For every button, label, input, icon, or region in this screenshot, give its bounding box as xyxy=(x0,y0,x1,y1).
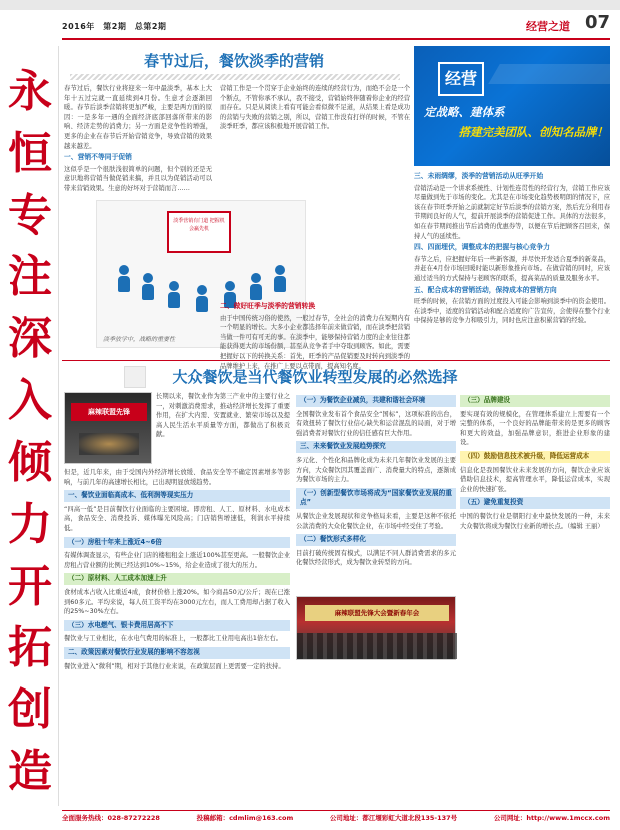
article1-subheading-2: 二、做好旺季与淡季的营销转换 xyxy=(220,302,316,310)
article2-title: 大众餐饮是当代餐饮业转型发展的必然选择 xyxy=(172,368,458,386)
article2-column-1 xyxy=(64,468,290,671)
slogan-char: 创 xyxy=(8,684,52,736)
article2-paragraph: 全国餐饮业发布首个食品安全“国标”，这项标准的出台，有效扭转了餐饮行业信心缺失和运营混乱的局面，对于增强消费者对餐饮行业的信任感有巨大作用。 xyxy=(296,410,456,437)
article1-title: 春节过后，餐饮淡季的营销 xyxy=(143,52,324,70)
illustration-caption: 淡季放学中，战略的重要性 xyxy=(103,336,176,343)
top-strip xyxy=(0,0,620,10)
article2-subheading: （一）房租十年来上涨近4~6倍 xyxy=(64,537,290,549)
banner-slogan-1: 定战略、建体系 xyxy=(424,105,505,119)
promo-banner xyxy=(414,46,610,166)
photo-interior xyxy=(79,433,139,455)
banner-slogan-2: 搭建完美团队、创知名品牌！ xyxy=(458,125,608,139)
slogan-char: 开 xyxy=(8,560,52,612)
footer-divider xyxy=(62,810,610,811)
article2-column-1-top xyxy=(156,392,290,440)
submission-email[interactable]: 投稿邮箱：cdmlim@163.com xyxy=(196,814,294,822)
presentation-board: 淡季营销有门道 把握机会赢先机 xyxy=(167,211,231,253)
person-figure-icon xyxy=(195,285,209,313)
article-separator xyxy=(62,360,610,361)
slogan-divider xyxy=(58,46,59,806)
article1-column-2 xyxy=(220,84,410,132)
article2-subheading: 一、餐饮业面临高成本、低利润等现实压力 xyxy=(64,490,290,502)
article1-intro: 春节过后，餐饮行业将迎来一年中最淡季，基本上大年十五过完就一直延续到4月份。生意才会逐渐回暖。春节后淡季营销将更加严峻，主要是两方面的原因：一是多年一遇的全面经济底部回落所带来的影响、经济走势的消费力；另一方面是竞争性的增强，更多的企业在春节后开始营销竞争，导致营销的效果越来越差。 xyxy=(64,85,212,150)
article2-column-3 xyxy=(460,392,610,531)
article2-subheading: （三）品牌建设 xyxy=(460,395,610,407)
article2-subheading: （五）避免重复投资 xyxy=(460,497,610,509)
slogan-char: 永 xyxy=(8,66,52,117)
slogan-char: 深 xyxy=(8,313,52,365)
article2-subheading: （三）水电燃气、银卡费用居高不下 xyxy=(64,620,290,632)
article2-paragraph: 餐饮业与工业相比，在水电气费用的标准上，一般都比工业用电高出1倍左右。 xyxy=(64,635,283,643)
slogan-char: 恒 xyxy=(8,127,52,179)
article2-paragraph: 但是，近几年来，由于受国内外经济增长放缓、食品安全等不确定因素增多等影响，与前几年的高速增长相比，已出现明显放缓趋势。 xyxy=(64,469,290,486)
audience-crowd xyxy=(297,633,457,659)
article1-paragraph: 这似乎是一个很肤浅很简单的问题，但个别的还是无意识地将营销当做促销来搞，并且以为促销活动可以带来营销效果。生意的好坏对于营销而言…… xyxy=(64,165,212,192)
page-footer xyxy=(62,813,610,827)
banner-streak xyxy=(488,64,610,84)
conference-banner: 麻辣联盟先锋大会暨新春年会 xyxy=(305,605,449,621)
article1-subheading-4: 四、四面埋伏，调整成本的把握与核心竞争力 xyxy=(414,243,550,252)
page-header xyxy=(62,12,610,36)
article-icon xyxy=(124,366,146,388)
conference-photo xyxy=(296,596,456,660)
article2-paragraph: 食材成本占收入比重近4成，食材价格上涨20%。如今商品50元/公斤；现在已涨到60多元。平均来说，每人员工资平均在3000元左右，而人工费用却占据了收入的25%~30%左右。 xyxy=(64,588,290,616)
restaurant-sign: 麻辣联盟先锋 xyxy=(71,403,147,421)
vertical-slogan xyxy=(4,64,56,804)
article2-paragraph: 餐饮业进入“微利”期，相对于其他行业来说，在政策层面上更需要一定的扶持。 xyxy=(64,662,285,670)
article2-paragraph: 中国的餐饮行业是朝阳行业中最快发展的一种，未来大众餐饮将成为餐饮行业新的增长点。（编辑 王丽） xyxy=(460,512,610,530)
page-number: 07 xyxy=(584,12,610,33)
person-figure-icon xyxy=(249,273,263,301)
article2-column-2 xyxy=(296,392,456,568)
company-address: 公司地址：都江堰彩虹大道北段135-137号 xyxy=(329,814,458,822)
company-website[interactable]: 公司网址：http://www.1mccx.com xyxy=(493,814,610,822)
issue-info: 2016年 第2期 总第2期 xyxy=(62,21,167,31)
article2-paragraph: 长期以来，餐饮业作为第三产业中的主要行业之一，对刺激消费需求，推动经济增长发挥了重要作用，在扩大内需、安置就业、繁荣市场以及提高人民生活水平质量等方面，都做出了积极贡献。 xyxy=(156,393,290,439)
article1-subheading-1: 一、营销不等同于促销 xyxy=(64,153,132,162)
slogan-char: 力 xyxy=(8,498,52,550)
article1-column-3 xyxy=(414,170,610,326)
header-divider xyxy=(62,38,610,40)
article1-paragraph: 营销工作是一个贯穿于企业始终的连续的经营行为，而绝不会是一个个断点，不管你承不承认，我不接受，营销始终伴随着你企业的经营而存在。只是从阅读上看有可能会看似微不足道，从结果上看是成功的营销与失败的营销之别，所以，营销工作没有打烊的时候，不管在淡季旺季，都应该积极地开展营销工作。 xyxy=(220,85,410,131)
restaurant-photo xyxy=(64,392,152,464)
service-hotline: 全面服务热线：028-87272228 xyxy=(62,814,160,822)
article2-subheading: （二）餐饮形式多样化 xyxy=(296,534,456,546)
article2-subheading: （一）创新型餐饮市场将成为“国家餐饮业发展的重点” xyxy=(296,488,456,509)
article1-paragraph: 营销活动是一个讲求系统性、计划性连贯性的经营行为，营销工作应该尽量做到先于市场的变化。尤其是在市场变化趋势极明朗的情况下，应该在春节旺季开始之前就制定好节后淡季的营销方案，然后充分利用春节期间良好的人气，提前开展淡季的营销促进工作。具体的方法很多，如在春节期间推出节后消费的优惠券等，以便在节后把顾客召回来，保持人气的延续性。 xyxy=(414,184,610,240)
article1-subheading-5: 五、配合成本的营销活动，保持成本的营销方向 xyxy=(414,285,557,294)
article2-paragraph: 从餐饮企业发展现状和竞争格局来看，主要是这种不依托公款消费的大众化餐饮企业，在市场中经受住了考验。 xyxy=(296,512,456,530)
article2-paragraph: 多元化、个性化和品牌化成为未来几年餐饮业发展的主要方向，大众餐饮因其覆盖面广、消费量大的特点，逐渐成为餐饮市场的主力。 xyxy=(296,456,456,484)
article2-subheading: （一）为餐饮企业减负，共建和谐社会环境 xyxy=(296,395,456,407)
section-title: 经营之道 xyxy=(526,20,570,33)
article1-paragraph: 旺季的时候，在营销方面的过度投入可能会影响到淡季中的资金使用。在淡季中，适度的营销活动和配合适度的广告宣传，会使得在整个行业中保持足够的竞争力和吸引力，同时也应注意积累营销的经验。 xyxy=(414,298,610,325)
article1-title-underline xyxy=(70,74,400,80)
slogan-char: 造 xyxy=(8,745,52,797)
article2-subheading: 二、政策因素对餐饮行业发展的影响不容忽视 xyxy=(64,647,290,659)
person-figure-icon xyxy=(167,281,181,309)
article1-column-1 xyxy=(64,84,212,194)
person-figure-icon xyxy=(273,265,287,293)
person-figure-icon xyxy=(141,273,155,301)
article1-paragraph: 春节之后，应把握好年后一些新客源，并尽快开发适合夏季的新菜品，并赶在4月份市场回暖时能以新形象推向市场。在做营销的同时，应该通过适当的方式保持与老顾客的联系，提高菜品的质量及服务水平。 xyxy=(414,255,610,282)
article2-paragraph: 目前打破传统固有模式，以满足不同人群消费需求的多元化餐饮经营形式，成为餐饮业转型的方向。 xyxy=(296,549,456,567)
article2-paragraph: “四高一低”是目前餐饮行业面临的主要困境。即房租、人工、原材料、水电成本高，食品安全、消费投诉、媒体曝光风险高；门店销售增速低，利润水平持续低。 xyxy=(64,505,290,532)
article2-subheading: （二）原材料、人工成本加速上升 xyxy=(64,573,290,585)
article1-subheading-3: 三、未雨绸缪，淡季的营销活动从旺季开始 xyxy=(414,172,544,180)
article2-paragraph: 要实现有效的规模化，在管理体系建立上需要有一个完整的体系，一个良好的品牌能带来的是更多的顾客和更大的效益，加强品牌意识，推进企业形象的建设。 xyxy=(460,410,610,447)
article2-subheading: 三、未来餐饮业发展趋势探究 xyxy=(296,441,456,453)
slogan-char: 入 xyxy=(8,375,52,427)
article2-subheading: （四）鼓励信息技术被升级，降低运营成本 xyxy=(460,451,610,463)
article1-paragraph: 由于中国传统习俗的使然，一般过春节，全社会的消费力在短期内有一个明显的增长。大多小企业都选择年前来做营销，而在淡季把营销当做一件可有可无的事。在淡季中，能够保持营销力度的企业往往都能获得更大的市场份额，甚至从竞争者手中夺取到顾客。如此，需要把握好以下的转换关系：首先，旺季的产品促销要及时转向到淡季的品牌维护上来，在推广上要以点带面，提高知名度。 xyxy=(220,314,410,370)
banner-logo: 经营 xyxy=(438,62,484,96)
slogan-char: 拓 xyxy=(8,622,52,674)
slogan-char: 专 xyxy=(8,189,52,241)
slogan-char: 倾 xyxy=(8,436,52,488)
slogan-char: 注 xyxy=(8,251,52,303)
article2-paragraph: 有媒体调查显示，有些企业门店的楼租租金上涨近100%甚至更高。一般餐饮企业房租占营业额的比例已经达到10%~15%，给企业造成了很大的压力。 xyxy=(64,552,290,569)
person-figure-icon xyxy=(117,265,131,293)
article2-paragraph: 信息化是我国餐饮业未来发展的方向，餐饮企业应该借助信息技术，提高管理水平，降低运营成本，实现企业的快速扩张。 xyxy=(460,466,610,493)
